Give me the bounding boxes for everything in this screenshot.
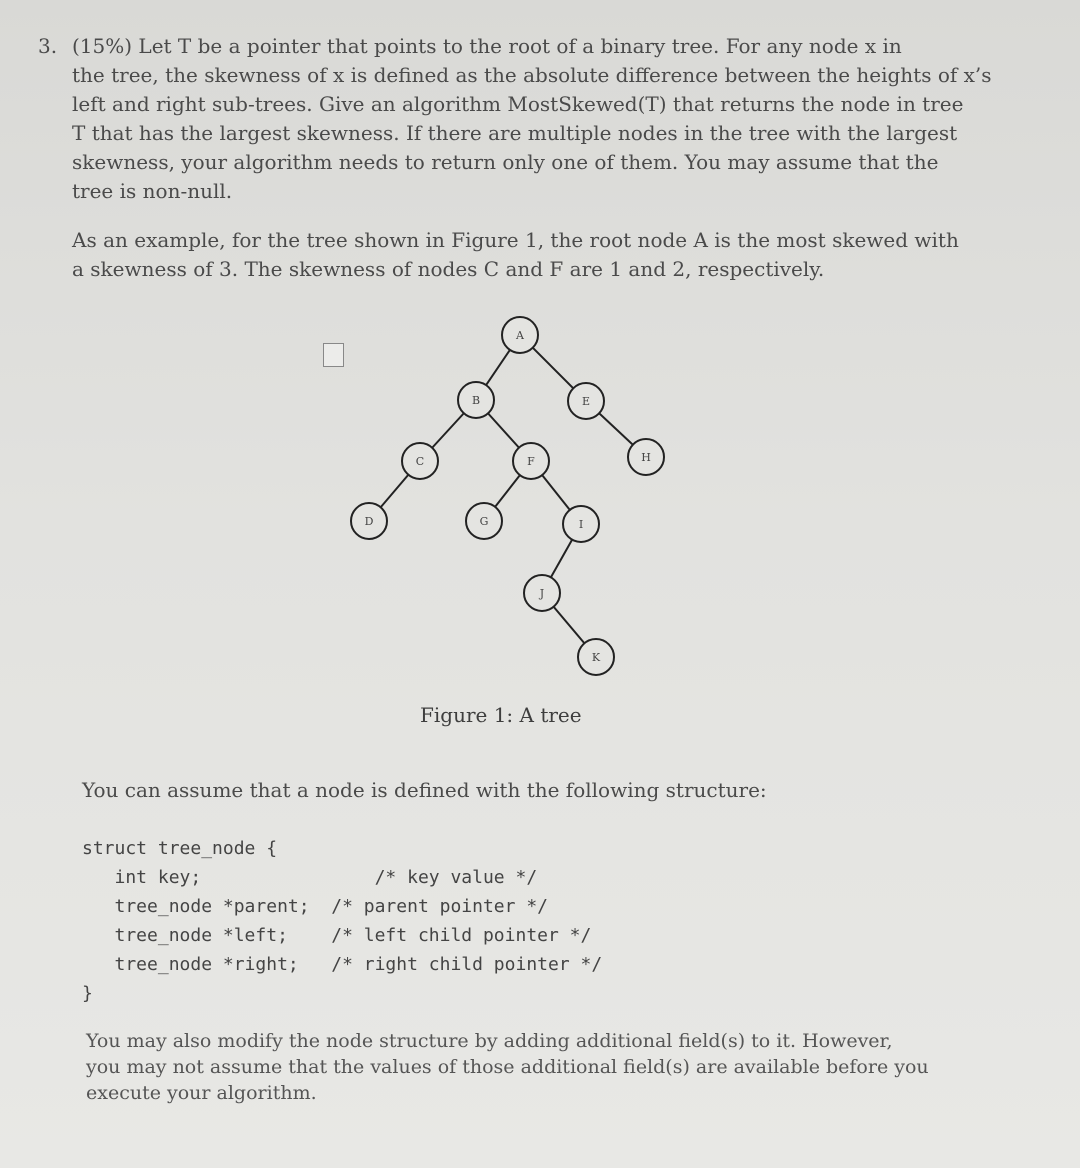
question-number: 3. [38,34,58,58]
tree-node-label: D [364,515,374,528]
tree-edge-F-I [542,475,570,510]
tree-node-label: E [581,395,591,408]
tree-node-I [563,506,599,542]
tree-node-H [628,439,664,475]
code-line: int key; /* key value */ [82,867,538,888]
tree-node-label: K [591,651,601,664]
tree-edge-C-D [381,475,409,508]
question-line: left and right sub-trees. Give an algorithm MostSkewed(T) that returns the node in tree [72,92,964,116]
tree-node-A [502,317,538,353]
question-line: T that has the largest skewness. If there are multiple nodes in the tree with the largest [72,121,958,145]
structure-intro: You can assume that a node is defined with the following structure: [82,778,767,802]
code-line: } [82,983,93,1004]
code-line: tree_node *right; /* right child pointer */ [82,954,603,975]
tree-edge-E-H [599,413,633,444]
tree-node-label: C [415,455,425,468]
tree-edge-J-K [554,607,585,643]
tree-edge-I-J [551,540,572,578]
example-line: a skewness of 3. The skewness of nodes C and F are 1 and 2, respectively. [72,257,825,281]
tree-edge-A-E [533,348,574,389]
tree-node-D [351,503,387,539]
example-line: As an example, for the tree shown in Figure 1, the root node A is the most skewed with [72,228,959,252]
tree-node-label: F [527,455,535,468]
code-line: tree_node *parent; /* parent pointer */ [82,896,548,917]
code-line: tree_node *left; /* left child pointer */ [82,925,592,946]
footer-line: execute your algorithm. [86,1082,317,1104]
tree-node-label: B [471,394,481,407]
question-line: skewness, your algorithm needs to return only one of them. You may assume that the [72,150,939,174]
question-line: tree is non-null. [72,179,233,203]
figure-caption: Figure 1: A tree [420,703,582,727]
tree-node-E [568,383,604,419]
footer-line: you may not assume that the values of those additional field(s) are available before you [86,1056,929,1078]
tree-edge-B-F [488,413,519,447]
tree-node-label: G [479,515,489,528]
code-line: struct tree_node { [82,838,278,859]
footer-line: You may also modify the node structure by adding additional field(s) to it. However, [86,1030,893,1052]
footer-paragraph [86,1028,986,1106]
tree-node-G [466,503,502,539]
code-block [82,834,602,1008]
tree-edge-A-B [486,350,510,385]
tree-node-C [402,443,438,479]
question-line: (15%) Let T be a pointer that points to the root of a binary tree. For any node x in [72,34,902,58]
tree-node-B [458,382,494,418]
tree-node-label: A [516,329,524,342]
tree-node-J [524,575,560,611]
tree-edge-B-C [432,413,464,447]
tree-node-label: H [641,451,651,464]
question-line: the tree, the skewness of x is defined as the absolute difference between the heights of x’s [72,63,992,87]
tree-edge-F-G [495,475,520,507]
tree-node-label: J [539,587,545,600]
tree-node-F [513,443,549,479]
tree-node-K [578,639,614,675]
tree-node-label: I [578,518,584,531]
